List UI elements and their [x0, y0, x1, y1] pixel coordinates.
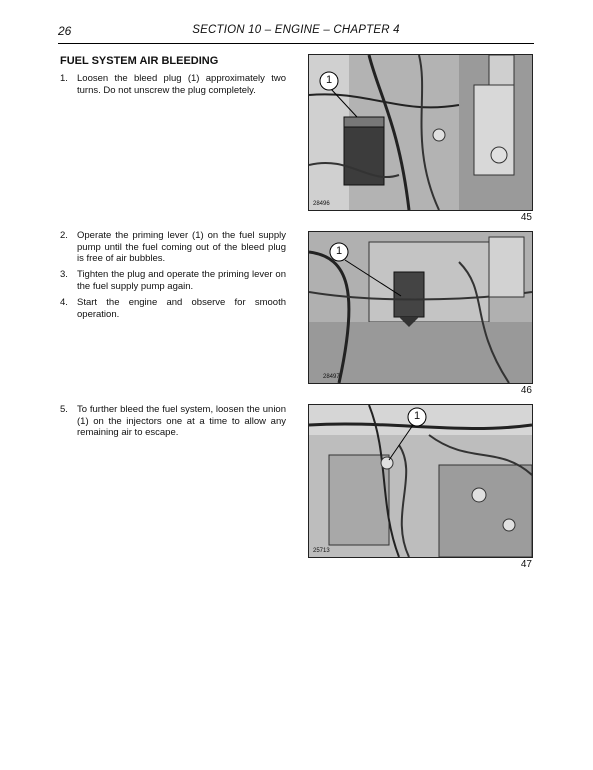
figure-47-image — [308, 404, 533, 558]
section-title: SECTION 10 – ENGINE – CHAPTER 4 — [192, 24, 400, 36]
figure-callout: 1 — [335, 245, 343, 257]
step-number: 5. — [60, 404, 68, 415]
step-text: Tighten the plug and operate the priming lever on the fuel supply pump again. — [77, 269, 286, 292]
figure-number: 47 — [520, 559, 532, 570]
figure-number: 45 — [520, 212, 532, 223]
procedure-heading: FUEL SYSTEM AIR BLEEDING — [60, 55, 219, 67]
step-3 — [60, 269, 286, 292]
step-1 — [60, 73, 286, 96]
step-text: Loosen the bleed plug (1) approximately two turns. Do not unscrew the plug completely. — [77, 73, 286, 96]
figure-reference: 28497 — [323, 374, 340, 380]
figure-number: 46 — [520, 385, 532, 396]
step-5 — [60, 404, 286, 439]
step-number: 4. — [60, 297, 68, 308]
step-4 — [60, 297, 286, 320]
header-rule — [58, 43, 534, 44]
engine-photo-injector-union — [309, 405, 532, 557]
step-2 — [60, 230, 286, 265]
figure-callout: 1 — [325, 74, 333, 86]
step-number: 1. — [60, 73, 68, 84]
page-header — [58, 24, 534, 40]
step-text: Start the engine and observe for smooth operation. — [77, 297, 286, 320]
step-number: 2. — [60, 230, 68, 241]
step-number: 3. — [60, 269, 68, 280]
step-text: To further bleed the fuel system, loosen the union (1) on the injectors one at a time to allow any remaining air to escape. — [77, 404, 286, 438]
page-number: 26 — [58, 24, 72, 38]
step-text: Operate the priming lever (1) on the fuel supply pump until the fuel coming out of the bleed plug is free of air bubbles. — [77, 230, 286, 264]
figure-45-image — [308, 54, 533, 211]
figure-reference: 28496 — [313, 201, 330, 207]
engine-photo-fuel-filter — [309, 55, 532, 210]
figure-46-image — [308, 231, 533, 384]
figure-reference: 25713 — [313, 548, 330, 554]
figure-callout: 1 — [413, 410, 421, 422]
